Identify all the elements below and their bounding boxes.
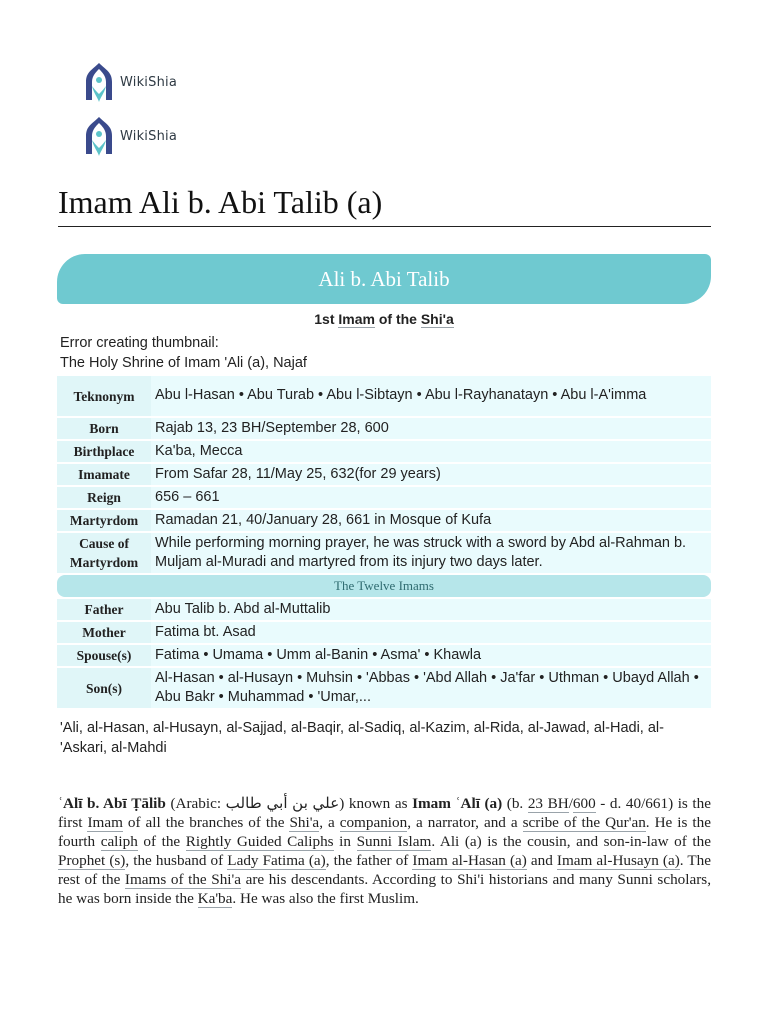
row-label: Imamate xyxy=(57,464,151,485)
section-header xyxy=(57,575,711,597)
prophet-link[interactable]: Prophet (s) xyxy=(58,852,126,869)
infobox-table xyxy=(57,374,711,710)
infobox-row-mother xyxy=(57,622,711,643)
row-value: While performing morning prayer, he was struck with a sword by Abd al-Rahman b. Muljam al-Muradi and martyred from its injury two days later. xyxy=(151,533,711,573)
text: . The rest of the xyxy=(58,852,711,888)
logo-text: WikiShia xyxy=(120,128,177,144)
thumbnail-area xyxy=(60,333,700,373)
text: , a narrator, and a xyxy=(407,814,523,831)
wikishia-logo-icon xyxy=(82,60,116,104)
page-title: Imam Ali b. Abi Talib (a) xyxy=(58,180,711,227)
text: , a xyxy=(319,814,340,831)
row-label: Martyrdom xyxy=(57,510,151,531)
infobox-row-born xyxy=(57,418,711,439)
subtitle-text: 1st xyxy=(314,311,339,327)
row-value: Ramadan 21, 40/January 28, 661 in Mosque of Kufa xyxy=(151,510,711,531)
infobox-row-cause xyxy=(57,533,711,573)
text: of the xyxy=(137,833,186,850)
infobox-row-sons xyxy=(57,668,711,708)
row-label: Reign xyxy=(57,487,151,508)
lady-fatima-link[interactable]: Lady Fatima (a) xyxy=(227,852,326,869)
text: / xyxy=(568,795,573,812)
imam-link[interactable]: Imam xyxy=(338,311,375,327)
thumbnail-error: Error creating thumbnail: xyxy=(60,335,219,351)
infobox-row-father xyxy=(57,599,711,620)
text: . He was also the first Muslim. xyxy=(232,890,419,907)
wikishia-logo-secondary[interactable] xyxy=(82,114,177,158)
row-label: Son(s) xyxy=(57,668,151,708)
arabic-name: علي بن أبي طالب xyxy=(225,795,340,812)
scribe-link[interactable]: scribe of the Qur'an xyxy=(522,814,646,831)
row-label: Cause of Martyrdom xyxy=(57,533,151,573)
row-value: Abu l-Hasan • Abu Turab • Abu l-Sibtayn • Abu l-Rayhanatayn • Abu l-A'imma xyxy=(151,376,711,416)
row-label: Birthplace xyxy=(57,441,151,462)
text: . He is the fourth xyxy=(58,814,711,850)
row-label: Mother xyxy=(57,622,151,643)
rightly-guided-link[interactable]: Rightly Guided Caliphs xyxy=(185,833,334,850)
row-value: Al-Hasan • al-Husayn • Muhsin • 'Abbas • 'Abd Allah • Ja'far • Uthman • Ubayd Allah • Abu Bakr • Muhammad • 'Umar,... xyxy=(151,668,711,708)
text: ) known as xyxy=(339,795,413,812)
row-value: Fatima • Umama • Umm al-Banin • Asma' • Khawla xyxy=(151,645,711,666)
infobox-row-martyrdom xyxy=(57,510,711,531)
imam-link[interactable]: Imam xyxy=(87,814,123,831)
text: of all the branches of the xyxy=(122,814,290,831)
wikishia-logo-icon xyxy=(82,114,116,158)
text: . Ali (a) is the cousin, and son-in-law of the xyxy=(431,833,711,850)
infobox-row-imamate xyxy=(57,464,711,485)
wikishia-logo[interactable] xyxy=(82,60,177,104)
text: , the husband of xyxy=(125,852,228,869)
row-value: 656 – 661 xyxy=(151,487,711,508)
row-value: Rajab 13, 23 BH/September 28, 600 xyxy=(151,418,711,439)
infobox-row-spouses xyxy=(57,645,711,666)
caliph-link[interactable]: caliph xyxy=(100,833,138,850)
infobox-banner: Ali b. Abi Talib xyxy=(57,254,711,304)
section-title[interactable]: The Twelve Imams xyxy=(57,575,711,597)
text: (b. xyxy=(502,795,528,812)
infobox-row-teknonym xyxy=(57,376,711,416)
imam-hasan-link[interactable]: Imam al-Hasan (a) xyxy=(412,852,527,869)
text: (Arabic: xyxy=(165,795,226,812)
row-value: Fatima bt. Asad xyxy=(151,622,711,643)
article-name-alt: Imam ʿAlī (a) xyxy=(412,795,503,812)
bh-link[interactable]: 23 BH xyxy=(527,795,569,812)
logo-text: WikiShia xyxy=(120,74,177,90)
intro-paragraph xyxy=(58,794,711,908)
imams-link[interactable]: Imams of the Shi'a xyxy=(124,871,241,888)
sunni-islam-link[interactable]: Sunni Islam xyxy=(356,833,432,850)
infobox-row-birthplace xyxy=(57,441,711,462)
text: , the father of xyxy=(325,852,413,869)
kaba-link[interactable]: Ka'ba xyxy=(197,890,233,907)
row-label: Born xyxy=(57,418,151,439)
article-name: ʿAlī b. Abī Ṭālib xyxy=(58,795,166,812)
row-value: From Safar 28, 11/May 25, 632(for 29 years) xyxy=(151,464,711,485)
thumbnail-caption: The Holy Shrine of Imam 'Ali (a), Najaf xyxy=(60,355,307,371)
text: in xyxy=(333,833,357,850)
infobox-row-reign xyxy=(57,487,711,508)
text: - d. 40/661) is the first xyxy=(58,795,711,831)
infobox-subtitle xyxy=(57,311,711,327)
subtitle-text: of the xyxy=(374,311,421,327)
row-label: Father xyxy=(57,599,151,620)
shia-link[interactable]: Shi'a xyxy=(289,814,320,831)
row-value: Ka'ba, Mecca xyxy=(151,441,711,462)
imam-husayn-link[interactable]: Imam al-Husayn (a) xyxy=(556,852,680,869)
row-value: Abu Talib b. Abd al-Muttalib xyxy=(151,599,711,620)
text: are his descendants. According to Shi'i historians and many Sunni scholars, he was born inside the xyxy=(58,871,711,907)
row-label: Spouse(s) xyxy=(57,645,151,666)
year-600-link[interactable]: 600 xyxy=(572,795,596,812)
row-label: Teknonym xyxy=(57,376,151,416)
shia-link[interactable]: Shi'a xyxy=(420,311,454,327)
companion-link[interactable]: companion xyxy=(339,814,408,831)
text: and xyxy=(526,852,557,869)
imams-list: 'Ali, al-Hasan, al-Husayn, al-Sajjad, al-Baqir, al-Sadiq, al-Kazim, al-Rida, al-Jawad, al-Hadi, al-'Askari, al-Mahdi xyxy=(60,720,664,756)
